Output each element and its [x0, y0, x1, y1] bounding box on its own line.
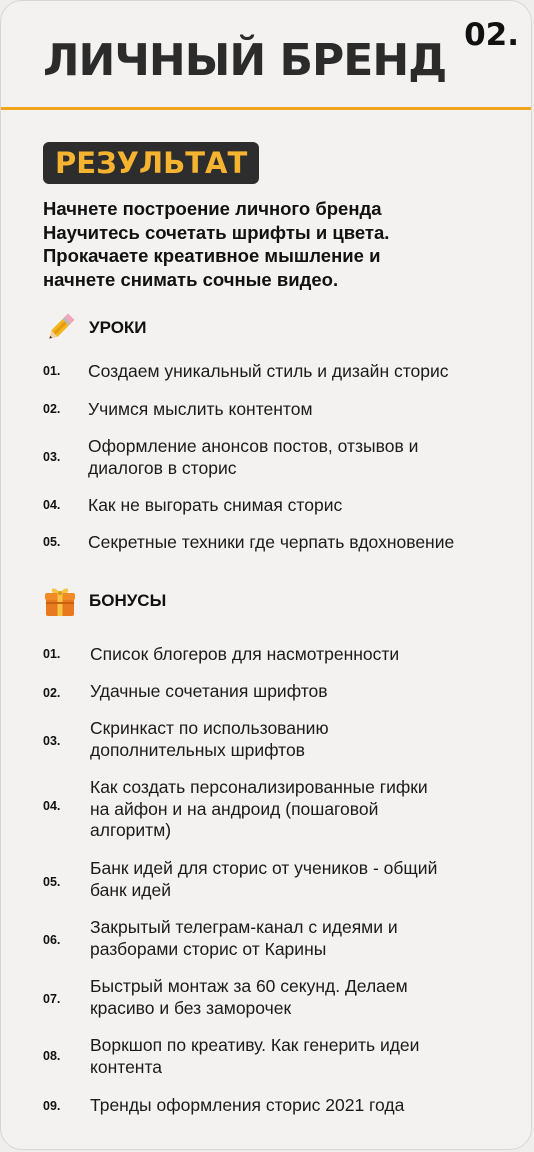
item-line: дополнительных шрифтов	[90, 739, 305, 760]
item-text	[90, 858, 525, 901]
item-number: 05.	[43, 875, 61, 889]
item-line: Воркшоп по креативу. Как генерить идеи	[90, 1035, 420, 1055]
item-line: Учимся мыслить контентом	[88, 399, 313, 419]
item-line: Секретные техники где черпать вдохновение	[88, 532, 455, 552]
item-text	[90, 777, 525, 842]
item-text	[90, 644, 525, 666]
item-number: 01.	[43, 647, 61, 661]
item-line: диалогов в сторис	[88, 457, 237, 478]
item-number: 02.	[43, 402, 61, 416]
item-text	[90, 1035, 525, 1078]
page-number: 02.	[464, 17, 519, 53]
item-line: красиво и без заморочек	[90, 997, 292, 1018]
item-line: банк идей	[90, 879, 172, 900]
item-number: 03.	[43, 450, 61, 464]
item-number: 06.	[43, 933, 61, 947]
item-line: разборами сторис от Карины	[90, 938, 327, 959]
lessons-header	[43, 311, 147, 345]
item-number: 07.	[43, 992, 61, 1006]
item-line: алгоритм)	[90, 820, 172, 840]
result-line: начнете снимать сочные видео.	[43, 268, 339, 290]
item-text	[88, 436, 523, 479]
pencil-icon	[43, 311, 77, 345]
item-number: 08.	[43, 1049, 61, 1063]
page-title: ЛИЧНЫЙ БРЕНД	[43, 35, 447, 86]
item-number: 02.	[43, 686, 61, 700]
item-text	[88, 361, 523, 383]
item-number: 05.	[43, 535, 61, 549]
item-text	[90, 976, 525, 1019]
item-line: Скринкаст по использованию	[90, 718, 329, 738]
header-divider	[1, 107, 531, 110]
result-description	[43, 197, 503, 291]
item-line: Оформление анонсов постов, отзывов и	[88, 436, 419, 456]
item-line: Как не выгорать снимая сторис	[88, 495, 343, 515]
item-text	[90, 917, 525, 960]
item-text	[90, 1095, 525, 1117]
item-number: 09.	[43, 1099, 61, 1113]
lessons-title: УРОКИ	[89, 318, 147, 337]
item-number: 04.	[43, 498, 61, 512]
item-line: Создаем уникальный стиль и дизайн сторис	[88, 361, 449, 381]
item-line: Банк идей для сторис от учеников - общий	[90, 858, 438, 878]
item-line: Закрытый телеграм-канал с идеями и	[90, 917, 398, 937]
item-line: контента	[90, 1056, 163, 1077]
item-line: на айфон и на андроид (пошаговой	[90, 798, 379, 819]
gift-icon	[43, 584, 77, 618]
item-line: Быстрый монтаж за 60 секунд. Делаем	[90, 976, 408, 996]
result-line: Начнете построение личного бренда	[43, 198, 382, 219]
item-line: Список блогеров для насмотренности	[90, 644, 400, 664]
result-line: Прокачаете креативное мышление и	[43, 245, 381, 266]
item-text	[88, 495, 523, 517]
result-badge: РЕЗУЛЬТАТ	[43, 142, 259, 184]
item-number: 04.	[43, 799, 61, 813]
result-line: Научитесь сочетать шрифты и цвета.	[43, 221, 390, 243]
item-text	[90, 718, 525, 761]
item-line: Тренды оформления сторис 2021 года	[90, 1095, 405, 1115]
bonuses-header	[43, 584, 166, 618]
item-text	[88, 399, 523, 421]
item-text	[88, 532, 523, 554]
item-number: 01.	[43, 364, 61, 378]
item-line: Как создать персонализированные гифки	[90, 777, 428, 797]
item-number: 03.	[43, 734, 61, 748]
item-line: Удачные сочетания шрифтов	[90, 681, 328, 701]
item-text	[90, 681, 525, 703]
bonuses-title: БОНУСЫ	[89, 591, 167, 610]
